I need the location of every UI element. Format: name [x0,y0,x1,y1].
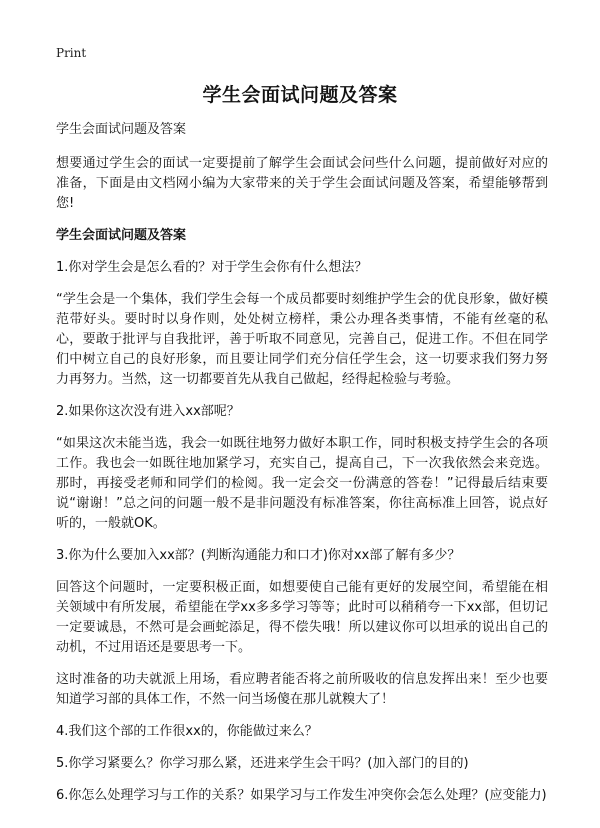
question-6: 6.你怎么处理学习与工作的关系？如果学习与工作发生冲突你会怎么处理？(应变能力) [56,788,547,803]
question-5: 5.你学习紧要么？你学习那么紧，还进来学生会干吗？(加入部门的目的) [56,756,469,771]
answer-2: “如果这次未能当选，我会一如既往地努力做好本职工作，同时积极支持学生会的各项工作。我也会一如既往地加紧学习，充实自己，提高自己，下一次我依然会来竞选。那时，再接受老师和同学们的检阅。我一定会交一份满意的答卷！”记得最后结束要说“谢谢！”总之问的问题一般不是非问题没有标准答案，你往高标准上回答，说点好听的，一般就OK。 [56,436,548,531]
question-3: 3.你为什么要加入xx部？(判断沟通能力和口才)你对xx部了解有多少？ [56,548,461,563]
page-title: 学生会面试问题及答案 [202,84,398,106]
answer-3a: 回答这个问题时，一定要积极正面，如想要使自己能有更好的发展空间，希望能在相关领域中有所发展，希望能在学xx多多学习等等；此时可以稍稍夸一下xx部，但切记一定要诚恳，不然可是会画蛇添足，得不偿失哦！所以建议你可以坦承的说出自己的动机，不过用语还是要思考一下。 [56,580,548,655]
answer-1: “学生会是一个集体，我们学生会每一个成员都要时刻维护学生会的优良形象，做好模范带好头。要时时以身作则，处处树立榜样，秉公办理各类事情，不能有丝毫的私心，要敢于批评与自我批评，善于听取不同意见，完善自己，促进工作。不但在同学们中树立自己的良好形象，而且要让同学们充分信任学生会，这一切要求我们努力努力再努力。当然，这一切都要首先从我自己做起，经得起检验与考验。 [56,292,548,387]
document-subtitle: 学生会面试问题及答案 [56,122,187,137]
question-4: 4.我们这个部的工作很xx的，你能做过来么？ [56,724,318,739]
print-link[interactable]: Print [56,46,87,60]
question-2: 2.如果你这次没有进入xx部呢？ [56,404,240,419]
answer-3b: 这时准备的功夫就派上用场，看应聘者能否将之前所吸收的信息发挥出来！至少也要知道学习部的具体工作，不然一问当场傻在那儿就糗大了！ [56,672,548,707]
question-1: 1.你对学生会是怎么看的？对于学生会你有什么想法？ [56,260,368,275]
document-body [56,120,548,818]
intro-paragraph: 想要通过学生会的面试一定要提前了解学生会面试会问些什么问题，提前做好对应的准备，下面是由文档网小编为大家带来的关于学生会面试问题及答案，希望能够帮到您! [56,156,548,211]
section-heading: 学生会面试问题及答案 [56,228,187,243]
